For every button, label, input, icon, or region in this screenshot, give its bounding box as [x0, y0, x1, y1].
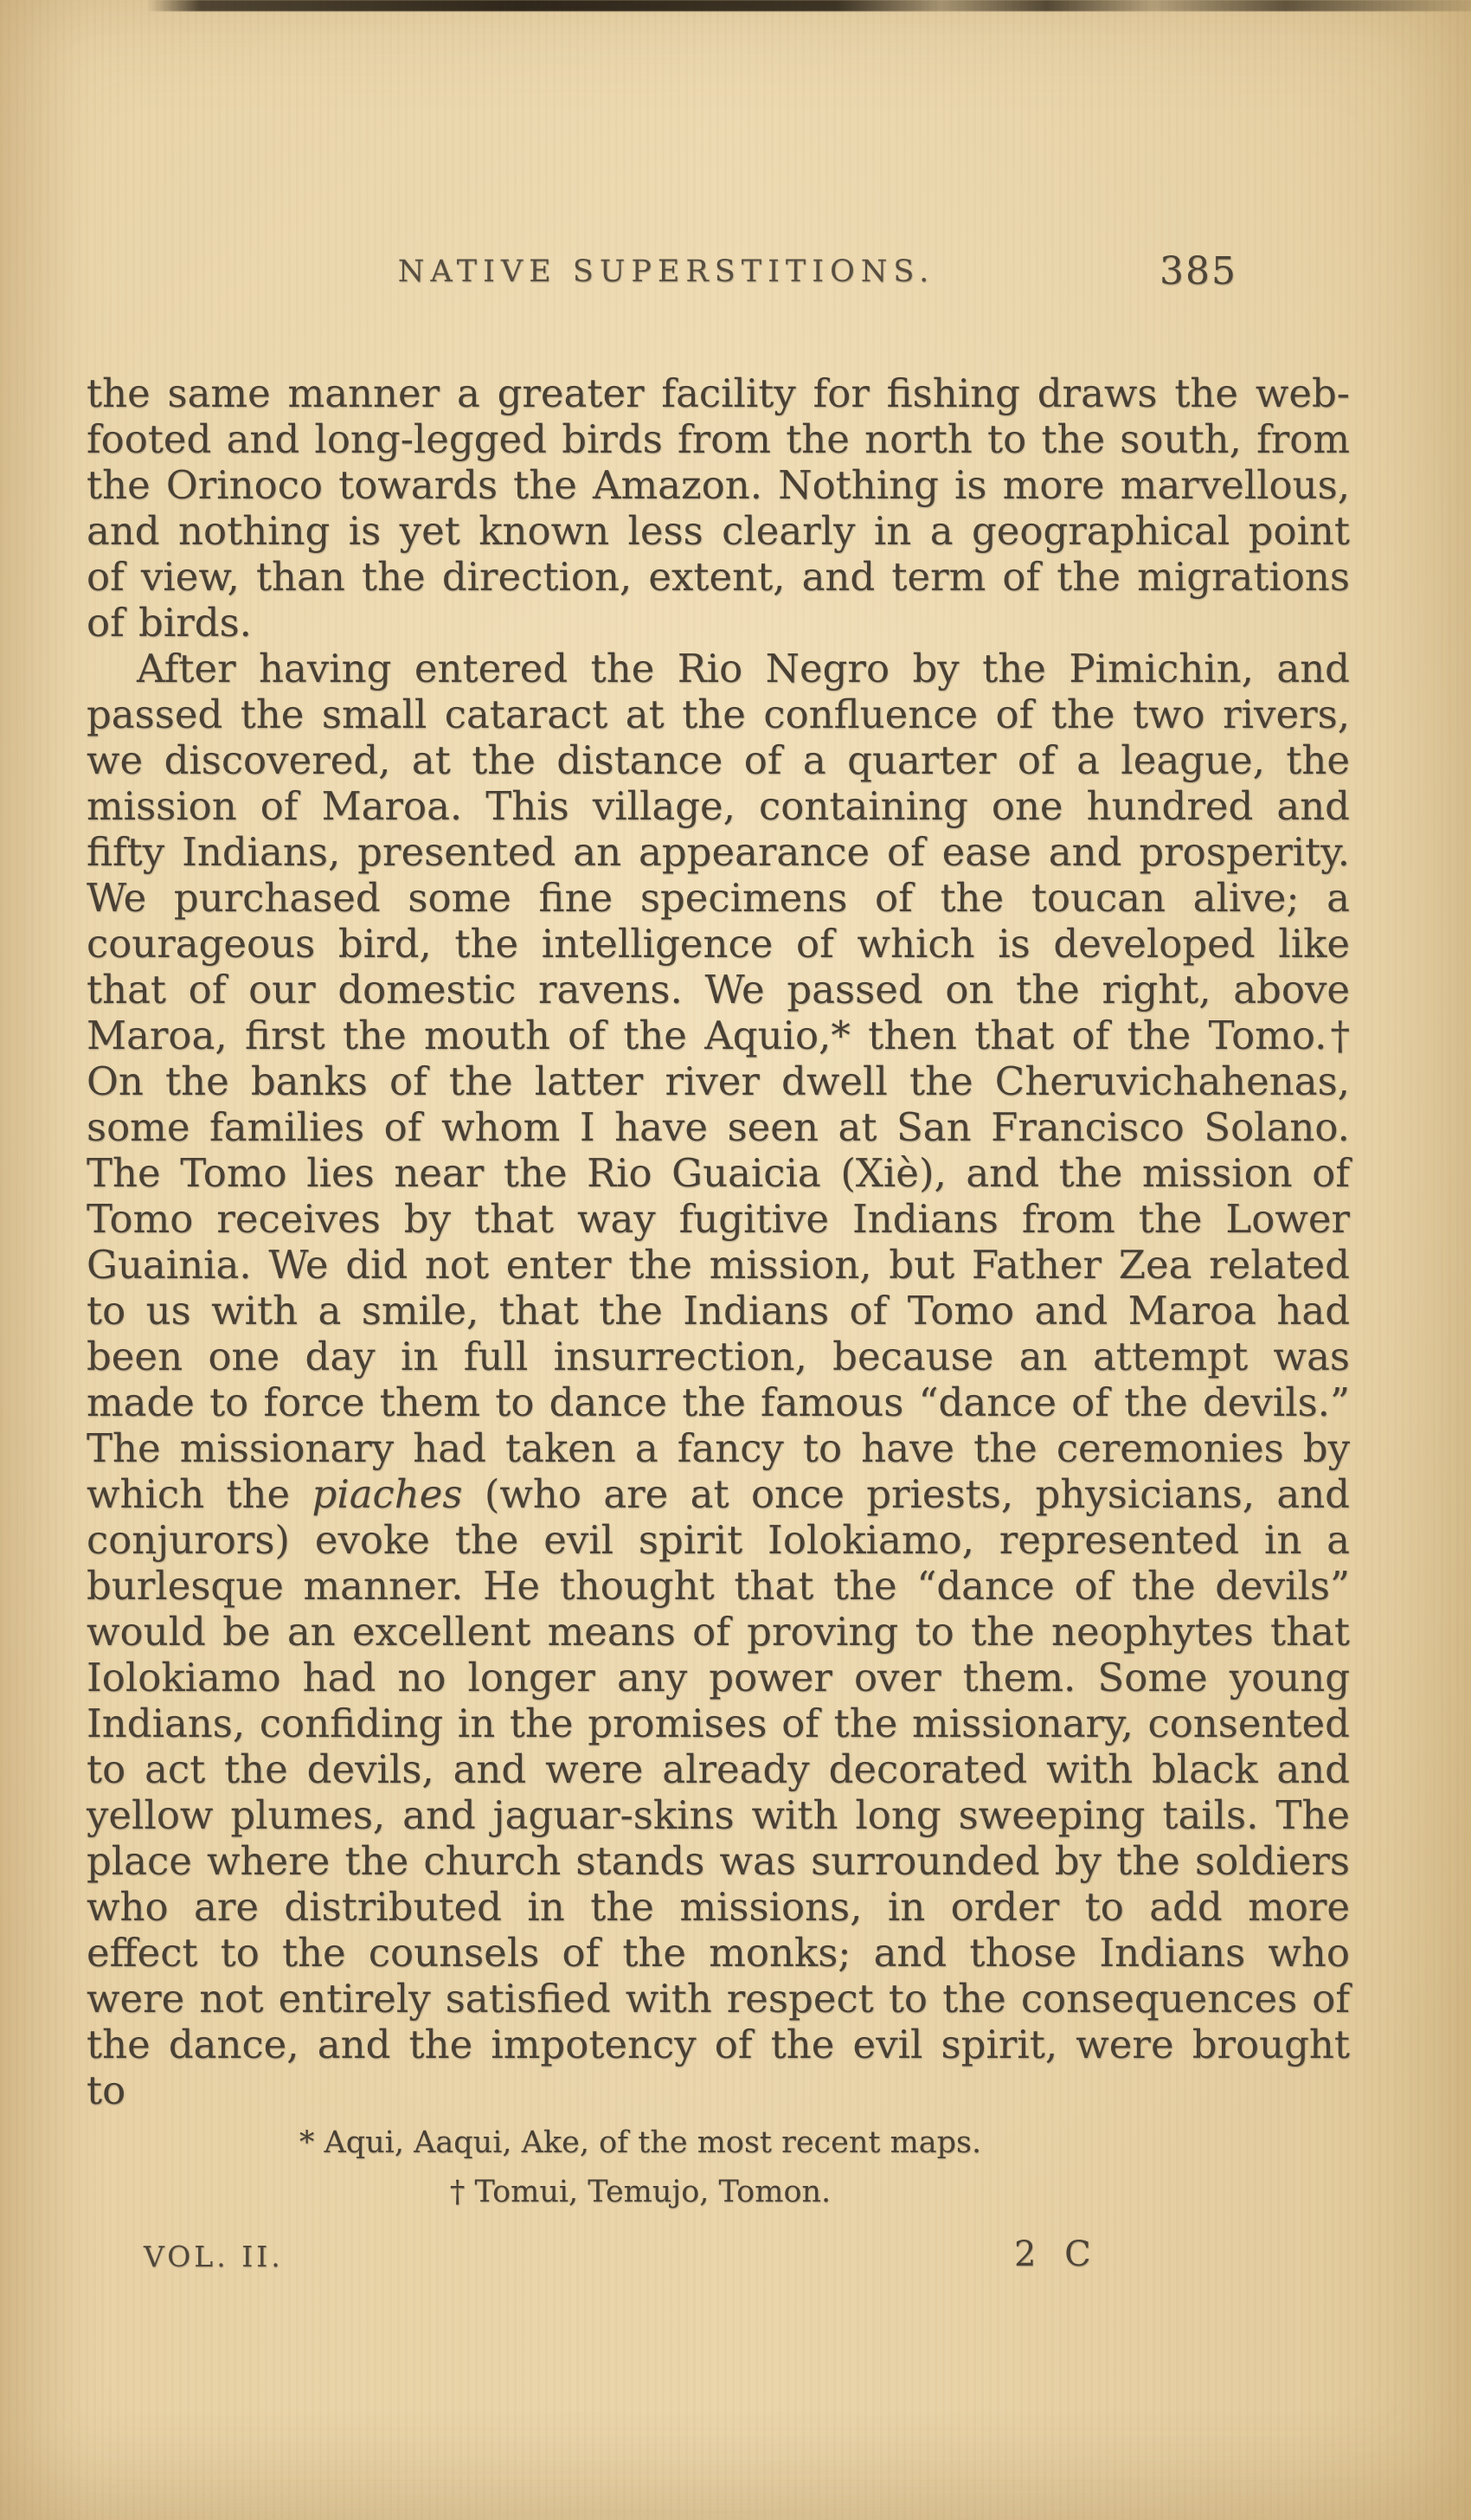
scan-edge-artifact	[147, 0, 1471, 11]
page-footer	[87, 2234, 1350, 2300]
running-head: NATIVE SUPERSTITIONS.	[397, 254, 935, 289]
page-number: 385	[1159, 249, 1237, 293]
paragraph	[87, 370, 1350, 646]
text-run: the same manner a greater facility for fishing draws the web-footed and long-legged birds from the north to the south, from the Orinoco towards the Amazon. Nothing is more marvellous, and nothing is yet known less clearly in a geographical point of view, than the direction, extent, and term of the migrations of birds.	[87, 370, 1350, 646]
signature-mark: 2 C	[1014, 2234, 1100, 2274]
text-run: (who are at once priests, physicians, and conjurors) evoke the evil spirit Iolokiamo, represented in a burlesque manner. He thought that the “dance of the devils” would be an excellent means of proving to the neophytes that Iolokiamo had no longer any power over them. Some young Indians, confiding in the promises of the missionary, consented to act the devils, and were already decorated with black and yellow plumes, and jaguar-skins with long sweeping tails. The place where the church stands was surrounded by the soldiers who are distributed in the missions, in order to add more effect to the counsels of the monks; and those Indians who were not entirely satisfied with respect to the consequences of the dance, and the impotency of the evil spirit, were brought to	[87, 1471, 1350, 2113]
volume-label: VOL. II.	[144, 2240, 284, 2273]
page-body	[87, 370, 1350, 2113]
page-header	[87, 249, 1350, 293]
footnotes	[9, 2118, 1272, 2217]
text-run: After having entered the Rio Negro by the Pimichin, and passed the small cataract at the confluence of the two rivers, we discovered, at the distance of a quarter of a league, the mission of Maroa. This village, containing one hundred and fifty Indians, presented an appearance of ease and prosperity. We purchased some fine specimens of the toucan alive; a courageous bird, the intelligence of which is developed like that of our domestic ravens. We passed on the right, above Maroa, first the mouth of the Aquio,* then that of the Tomo.† On the banks of the latter river dwell the Cheruvichahenas, some families of whom I have seen at San Francisco Solano. The Tomo lies near the Rio Guaicia (Xiè), and the mission of Tomo receives by that way fugitive Indians from the Lower Guainia. We did not enter the mission, but Father Zea related to us with a smile, that the Indians of Tomo and Maroa had been one day in full insurrection, because an attempt was made to force them to dance the famous “dance of the devils.” The missionary had taken a fancy to have the ceremonies by which the	[87, 646, 1350, 1517]
footnote: † Tomui, Temujo, Tomon.	[449, 2175, 832, 2209]
paragraph	[87, 646, 1350, 2113]
footnote: * Aqui, Aaqui, Ake, of the most recent maps.	[299, 2125, 982, 2160]
italic-term: piaches	[312, 1471, 463, 1517]
